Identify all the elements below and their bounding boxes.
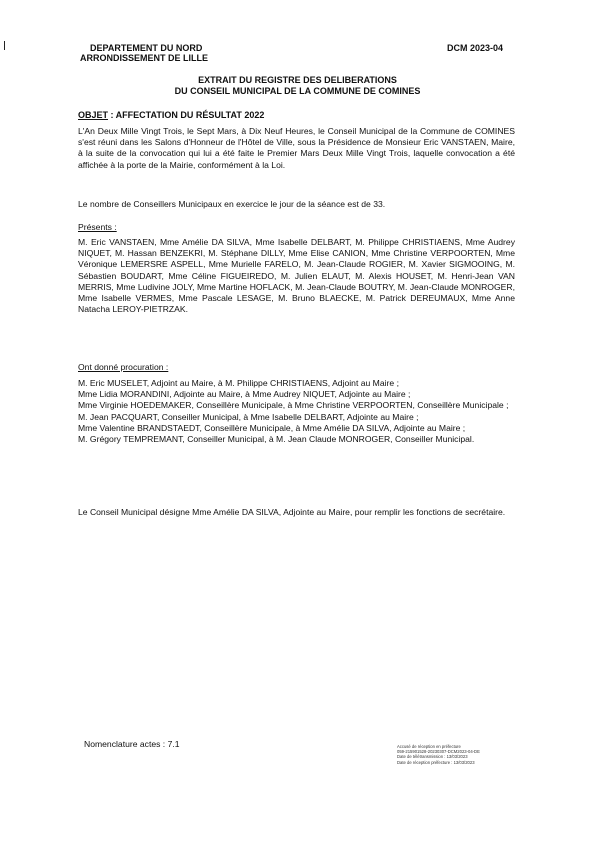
secretary-paragraph: Le Conseil Municipal désigne Mme Amélie DA SILVA, Adjointe au Maire, pour remplir les fonctions de secrétaire. (78, 507, 506, 517)
header-left (80, 43, 260, 63)
arrondissement-name: ARRONDISSEMENT DE LILLE (80, 53, 209, 63)
stamp-line: Date de réception préfecture : 13/03/2023 (397, 759, 475, 765)
title-line-2: DU CONSEIL MUNICIPAL DE LA COMMUNE DE COMINES (174, 86, 421, 96)
document-title (60, 75, 535, 97)
intro-paragraph: L'An Deux Mille Vingt Trois, le Sept Mars, à Dix Neuf Heures, le Conseil Municipal de la Commune de COMINES s'est réuni dans les Salons d'Honneur de l'Hôtel de Ville, sous la Présidence de Monsieur Eric VANSTAEN, Maire, à la suite de la convocation qui lui a été faite le Premier Mars Deux Mille Vingt Trois, laquelle convocation a été affichée à la porte de la Mairie, conformément à la Loi. (78, 126, 515, 170)
procuration-item: Mme Lidia MORANDINI, Adjointe au Maire, à Mme Audrey NIQUET, Adjointe au Maire ; (78, 389, 411, 400)
objet-text: : AFFECTATION DU RÉSULTAT 2022 (108, 110, 265, 120)
objet-label: OBJET (78, 110, 109, 120)
stamp-line: Accusé de réception en préfecture (397, 744, 461, 749)
procuration-item: M. Grégory TEMPREMANT, Conseiller Municipal, à M. Jean Claude MONROGER, Conseiller Municipal. (78, 434, 475, 445)
title-line-1: EXTRAIT DU REGISTRE DES DELIBERATIONS (198, 75, 397, 85)
presents-list: M. Eric VANSTAEN, Mme Amélie DA SILVA, Mme Isabelle DELBART, M. Philippe CHRISTIAENS, Mme Audrey NIQUET, M. Hassan BENZEKRI, M. Stéphane DILLY, Mme Elise CANION, Mme Christine VERPOORTEN, Mme Véronique LEMERSRE ASPELL, Mme Murielle FARELO, M. Jean-Claude ROGIER, M. Xavier SIGMOOING, M. Sébastien BOUDART, Mme Céline FIGUEIREDO, M. Julien ELAUT, M. Alexis HOUSET, M. Henri-Jean VAN MERRIS, Mme Ludivine JOLY, Mme Martine HOFLACK, M. Jean-Claude BOUTRY, M. Jean-Claude MONROGER, Mme Isabelle VERMES, Mme Pascale LESAGE, M. Bruno BLAECKE, M. Patrick DEREUMAUX, Mme Anne Natacha LEROY-PIETRZAK. (78, 237, 515, 315)
stamp-line: Date de télétransmission : 13/03/2023 (397, 754, 468, 760)
department-name: DEPARTEMENT DU NORD (90, 43, 203, 53)
procuration-item: M. Eric MUSELET, Adjoint au Maire, à M. Philippe CHRISTIAENS, Adjoint au Maire ; (78, 378, 399, 388)
objet-line (78, 110, 264, 120)
procurations-list (78, 378, 515, 445)
margin-mark (4, 41, 5, 50)
quorum-paragraph: Le nombre de Conseillers Municipaux en exercice le jour de la séance est de 33. (78, 199, 386, 209)
nomenclature-note: Nomenclature actes : 7.1 (84, 739, 180, 749)
procuration-item: M. Jean PACQUART, Conseiller Municipal, à Mme Isabelle DELBART, Adjointe au Maire ; (78, 411, 419, 422)
prefecture-stamp (397, 744, 532, 765)
procurations-heading: Ont donné procuration : (78, 362, 169, 372)
document-reference: DCM 2023-04 (447, 43, 504, 53)
stamp-line: 059-215901528-20230307-DCM2023-04-DE (397, 749, 480, 755)
presents-heading: Présents : (78, 222, 117, 232)
procuration-item: Mme Valentine BRANDSTAEDT, Conseillère Municipale, à Mme Amélie DA SILVA, Adjointe au Maire ; (78, 422, 466, 433)
procuration-item: Mme Virginie HOEDEMAKER, Conseillère Municipale, à Mme Christine VERPOORTEN, Conseillère Municipale ; (78, 400, 509, 411)
